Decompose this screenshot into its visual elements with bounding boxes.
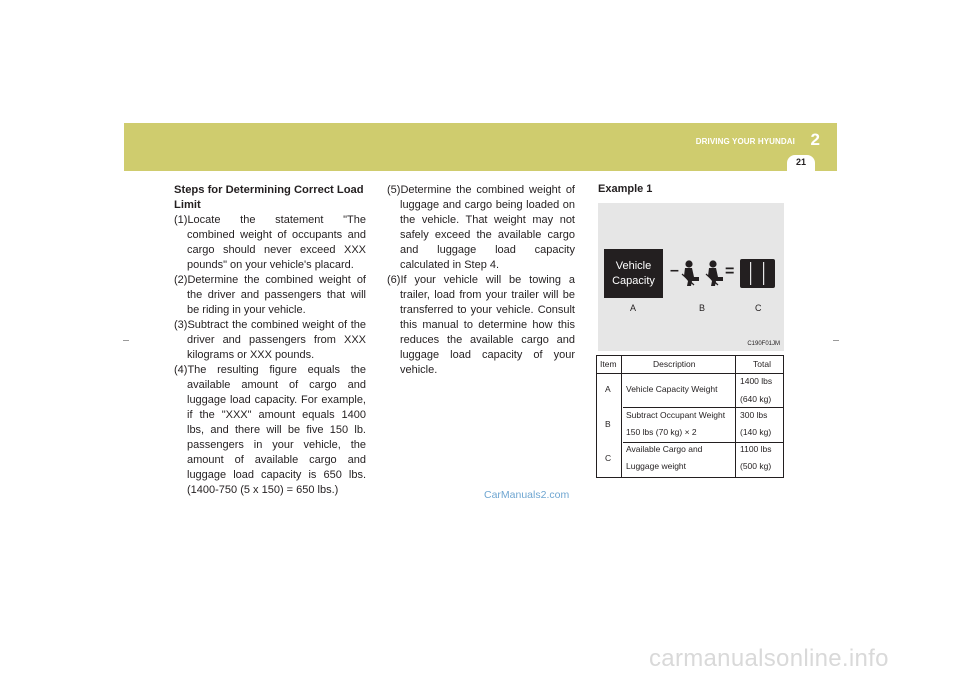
step-6: (6)If your vehicle will be towing a trailer, load from your trailer will be transferred to your vehicle. Consult this manual to determine how this reduces the available cargo and luggage load capacity of your vehicle. (387, 274, 575, 376)
chapter-number: 2 (810, 130, 820, 149)
vehicle-capacity-box (604, 249, 663, 298)
table-cell-total-metric: (500 kg) (740, 461, 772, 471)
section-title: DRIVING YOUR HYUNDAI (695, 137, 795, 146)
watermark-link[interactable]: CarManuals2.com (484, 489, 570, 501)
step-3: (3)Subtract the combined weight of the driver and passengers from XXX kilograms or XXX pounds. (174, 319, 366, 361)
footer-brand: carmanualsonline.info (649, 645, 889, 672)
table-cell-item: A (605, 384, 611, 394)
table-cell-description: Vehicle Capacity Weight (626, 384, 718, 394)
table-header-description: Description (653, 359, 696, 369)
table-cell-total-metric: (640 kg) (740, 394, 772, 404)
table-cell-description-line2: Luggage weight (626, 461, 687, 471)
header-band (124, 123, 837, 171)
table-cell-description-line2: 150 lbs (70 kg) × 2 (626, 427, 697, 437)
table-cell-total-metric: (140 kg) (740, 427, 772, 437)
step-4: (4)The resulting figure equals the available amount of cargo and luggage load capacity. For example, if the "XXX" amount equals 1400 lbs, and there will be five 150 lb. passengers in your vehicle, the amount of available cargo and luggage load capacity is 650 lbs. (1400-750 (5 x 150) = 650 lbs.) (174, 364, 366, 496)
table-cell-total: 1400 lbs (740, 376, 773, 386)
vehicle-capacity-line1: Vehicle (615, 260, 652, 272)
step-5: (5)Determine the combined weight of luggage and cargo being loaded on the vehicle. That weight may not safely exceed the available cargo and luggage load capacity calculated in Step 4. (387, 184, 575, 271)
table-divider (735, 356, 736, 477)
example-title: Example 1 (598, 183, 653, 195)
table-header-total: Total (753, 359, 771, 369)
table-cell-item: B (605, 419, 611, 429)
table-cell-description: Available Cargo and (626, 444, 703, 454)
equals-sign: = (725, 263, 735, 280)
page-number: 21 (795, 157, 806, 167)
table-header-item: Item (600, 359, 617, 369)
minus-sign: – (670, 262, 679, 279)
load-capacity-figure (598, 203, 784, 351)
step-1: (1)Locate the statement "The combined weight of occupants and cargo should never exceed XXX pounds" on your vehicle's placard. (174, 214, 366, 271)
table-cell-description: Subtract Occupant Weight (626, 410, 726, 420)
table-cell-total: 300 lbs (740, 410, 768, 420)
margin-mark-right (833, 340, 839, 341)
table-divider (621, 356, 622, 477)
capacity-table (596, 355, 784, 478)
step-2: (2)Determine the combined weight of the driver and passengers that will be riding in your vehicle. (174, 274, 366, 316)
figure-code: C190F01JM (747, 341, 780, 347)
cargo-icon (739, 258, 776, 290)
margin-mark-left (123, 340, 129, 341)
figure-label-b: B (699, 303, 706, 313)
middle-column (387, 183, 575, 378)
figure-label-a: A (630, 303, 637, 313)
table-cell-total: 1100 lbs (740, 444, 772, 454)
left-column (174, 183, 366, 498)
vehicle-capacity-line2: Capacity (612, 275, 655, 287)
seated-occupants-icon (680, 259, 726, 291)
figure-label-c: C (755, 303, 762, 313)
table-cell-item: C (605, 453, 612, 463)
section-heading: Steps for Determining Correct Load Limit (174, 184, 364, 211)
